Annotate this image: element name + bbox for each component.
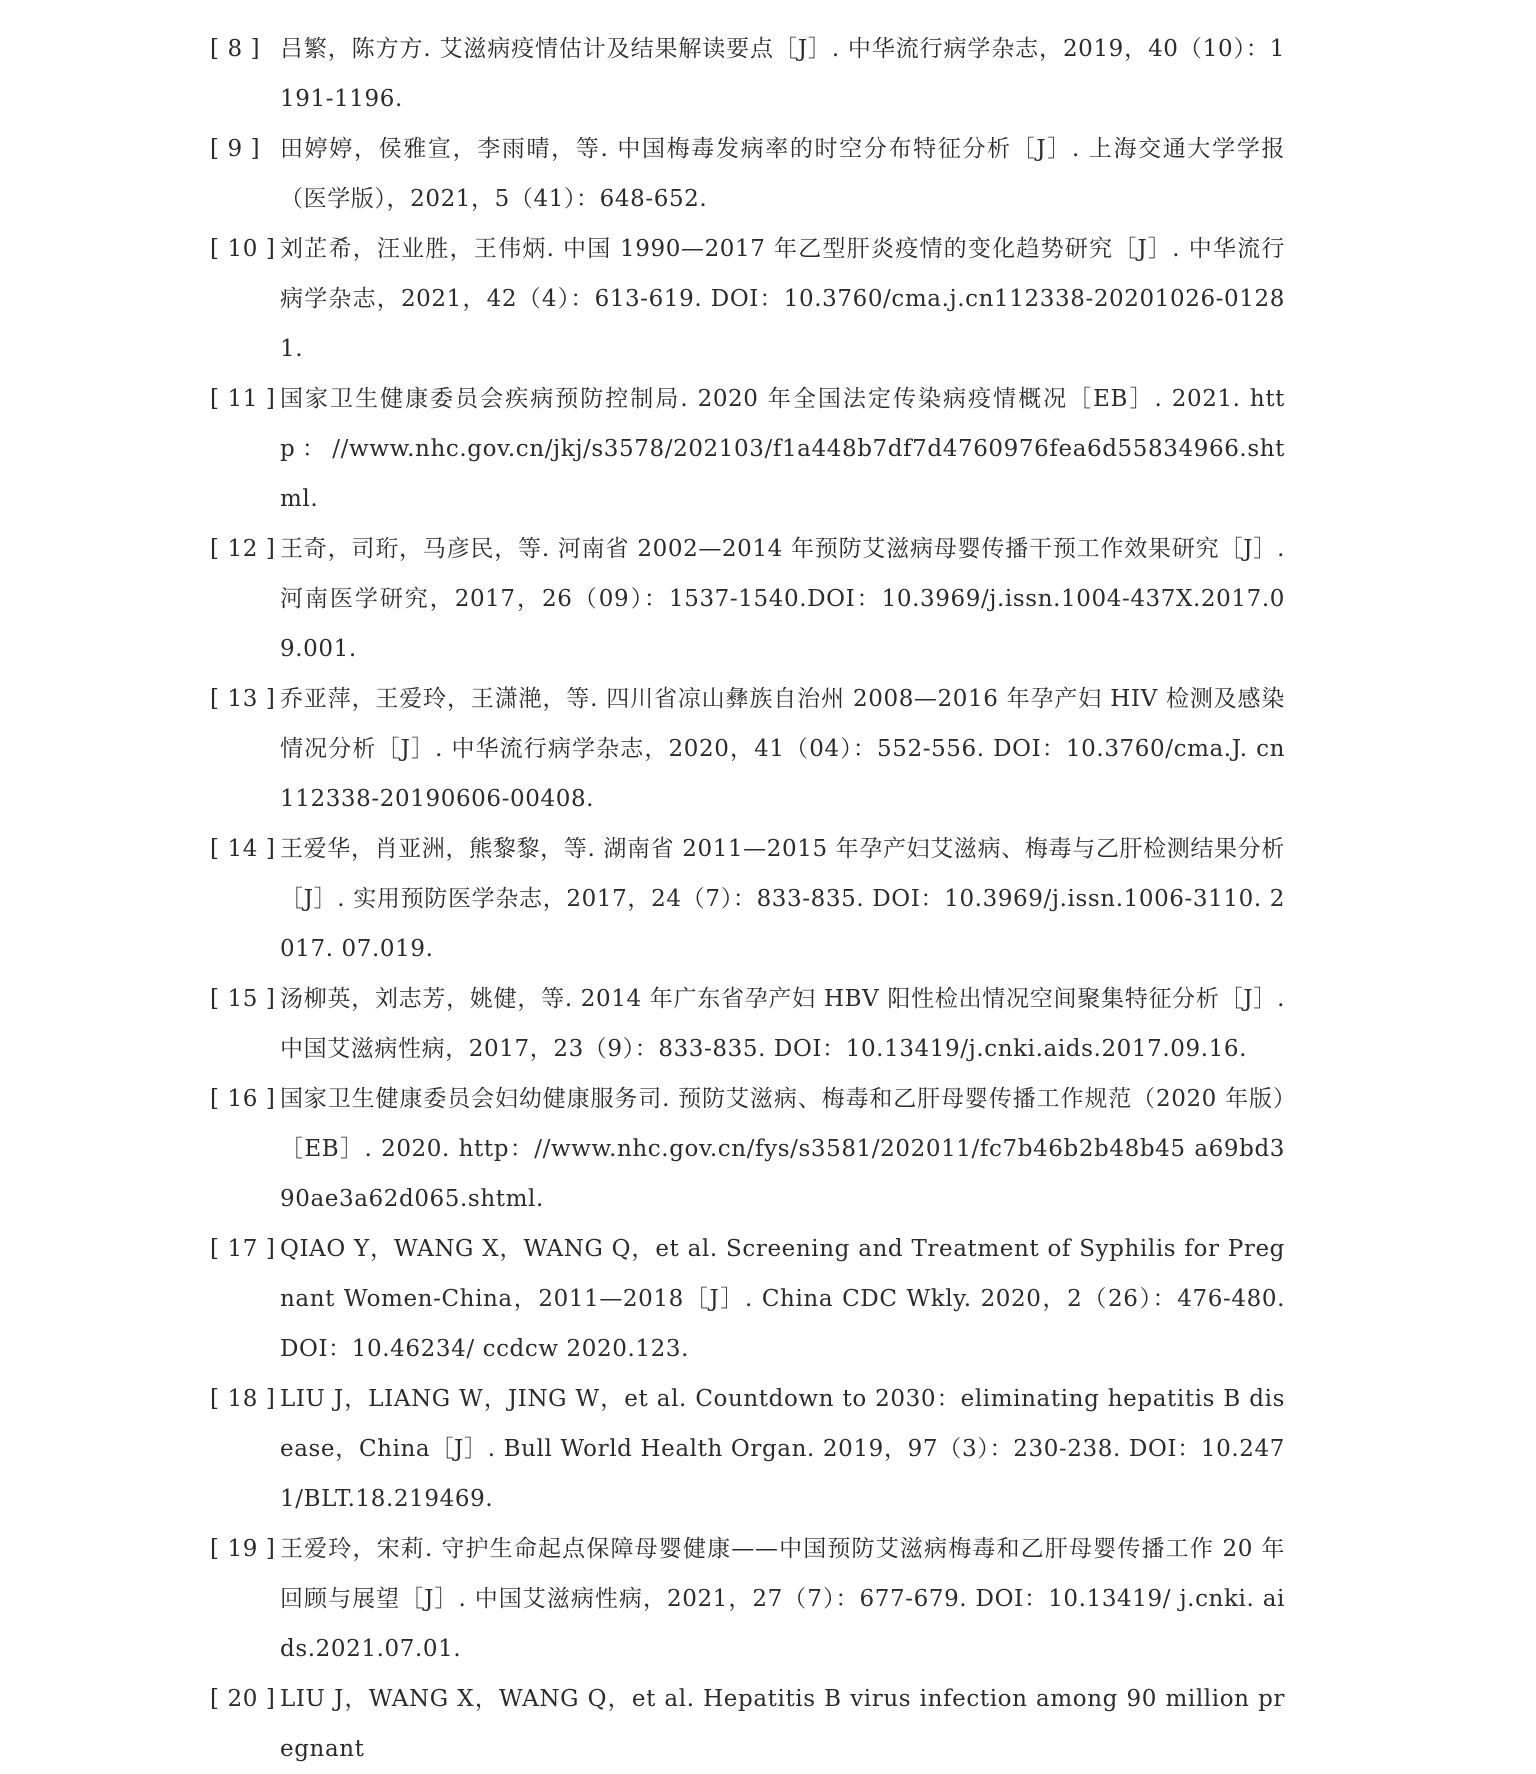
reference-item [210, 524, 1285, 674]
reference-number: [ 13 ] [210, 686, 276, 712]
reference-number: [ 17 ] [210, 1236, 276, 1262]
reference-text: 王爱玲，宋莉. 守护生命起点保障母婴健康——中国预防艾滋病梅毒和乙肝母婴传播工作 20 年回顾与展望［J］. 中国艾滋病性病，2021，27（7）：677-679. DOI：10.13419/ j.cnki. aids.2021.07.01. [280, 1536, 1285, 1662]
reference-text: 王奇，司珩，马彦民，等. 河南省 2002—2014 年预防艾滋病母婴传播干预工作效果研究［J］. 河南医学研究，2017，26（09）：1537-1540.DOI：10.3969/j.issn.1004-437X.2017.09.001. [280, 536, 1285, 662]
reference-item [210, 1074, 1285, 1224]
reference-text: 田婷婷，侯雅宣，李雨晴，等. 中国梅毒发病率的时空分布特征分析［J］. 上海交通大学学报（医学版），2021，5（41）：648-652. [280, 136, 1285, 212]
reference-number: [ 11 ] [210, 386, 276, 412]
reference-text: QIAO Y，WANG X，WANG Q，et al. Screening and Treatment of Syphilis for Pregnant Women-China，2011—2018［J］. China CDC Wkly. 2020，2（26）：476-480. DOI：10.46234/ ccdcw 2020.123. [280, 1236, 1285, 1362]
reference-item [210, 1374, 1285, 1524]
reference-number: [ 14 ] [210, 836, 276, 862]
reference-item [210, 374, 1285, 524]
reference-number: [ 19 ] [210, 1536, 276, 1562]
reference-item [210, 824, 1285, 974]
reference-number: [ 9 ] [210, 136, 261, 162]
reference-number: [ 12 ] [210, 536, 276, 562]
reference-item [210, 24, 1285, 124]
reference-number: [ 16 ] [210, 1086, 276, 1112]
reference-item [210, 1224, 1285, 1374]
reference-text: 乔亚萍，王爱玲，王潇滟，等. 四川省凉山彝族自治州 2008—2016 年孕产妇 HIV 检测及感染情况分析［J］. 中华流行病学杂志，2020，41（04）：552-556. DOI：10.3760/cma.J. cn112338-20190606-00408. [280, 686, 1285, 812]
reference-text: 王爱华，肖亚洲，熊黎黎，等. 湖南省 2011—2015 年孕产妇艾滋病、梅毒与乙肝检测结果分析［J］. 实用预防医学杂志，2017，24（7）：833-835. DOI：10.3969/j.issn.1006-3110. 2017. 07.019. [280, 836, 1285, 962]
reference-number: [ 20 ] [210, 1686, 276, 1712]
reference-number: [ 10 ] [210, 236, 276, 262]
reference-number: [ 15 ] [210, 986, 276, 1012]
reference-item [210, 1674, 1285, 1774]
reference-item [210, 1524, 1285, 1674]
reference-text: 吕繁，陈方方. 艾滋病疫情估计及结果解读要点［J］. 中华流行病学杂志，2019，40（10）：1191-1196. [280, 36, 1285, 112]
reference-text: 国家卫生健康委员会妇幼健康服务司. 预防艾滋病、梅毒和乙肝母婴传播工作规范（2020 年版）［EB］. 2020. http：//www.nhc.gov.cn/fys/s3581/202011/fc7b46b2b48b45 a69bd390ae3a62d065.shtml. [280, 1086, 1285, 1212]
reference-number: [ 18 ] [210, 1386, 276, 1412]
reference-text: 汤柳英，刘志芳，姚健，等. 2014 年广东省孕产妇 HBV 阳性检出情况空间聚集特征分析［J］. 中国艾滋病性病，2017，23（9）：833-835. DOI：10.13419/j.cnki.aids.2017.09.16. [280, 986, 1285, 1062]
reference-number: [ 8 ] [210, 36, 261, 62]
reference-text: 国家卫生健康委员会疾病预防控制局. 2020 年全国法定传染病疫情概况［EB］. 2021. http：//www.nhc.gov.cn/jkj/s3578/202103/f1a448b7df7d4760976fea6d55834966.shtml. [280, 386, 1285, 512]
reference-item [210, 674, 1285, 824]
reference-item [210, 974, 1285, 1074]
reference-text: LIU J，WANG X，WANG Q，et al. Hepatitis B virus infection among 90 million pregnant [280, 1686, 1285, 1762]
reference-item [210, 224, 1285, 374]
reference-text: LIU J，LIANG W，JING W，et al. Countdown to 2030：eliminating hepatitis B disease，China［J］. Bull World Health Organ. 2019，97（3）：230-238. DOI：10.2471/BLT.18.219469. [280, 1386, 1285, 1512]
reference-item [210, 124, 1285, 224]
reference-text: 刘芷希，汪业胜，王伟炳. 中国 1990—2017 年乙型肝炎疫情的变化趋势研究［J］. 中华流行病学杂志，2021，42（4）：613-619. DOI：10.3760/cma.j.cn112338-20201026-01281. [280, 236, 1285, 362]
reference-list [210, 24, 1285, 1774]
